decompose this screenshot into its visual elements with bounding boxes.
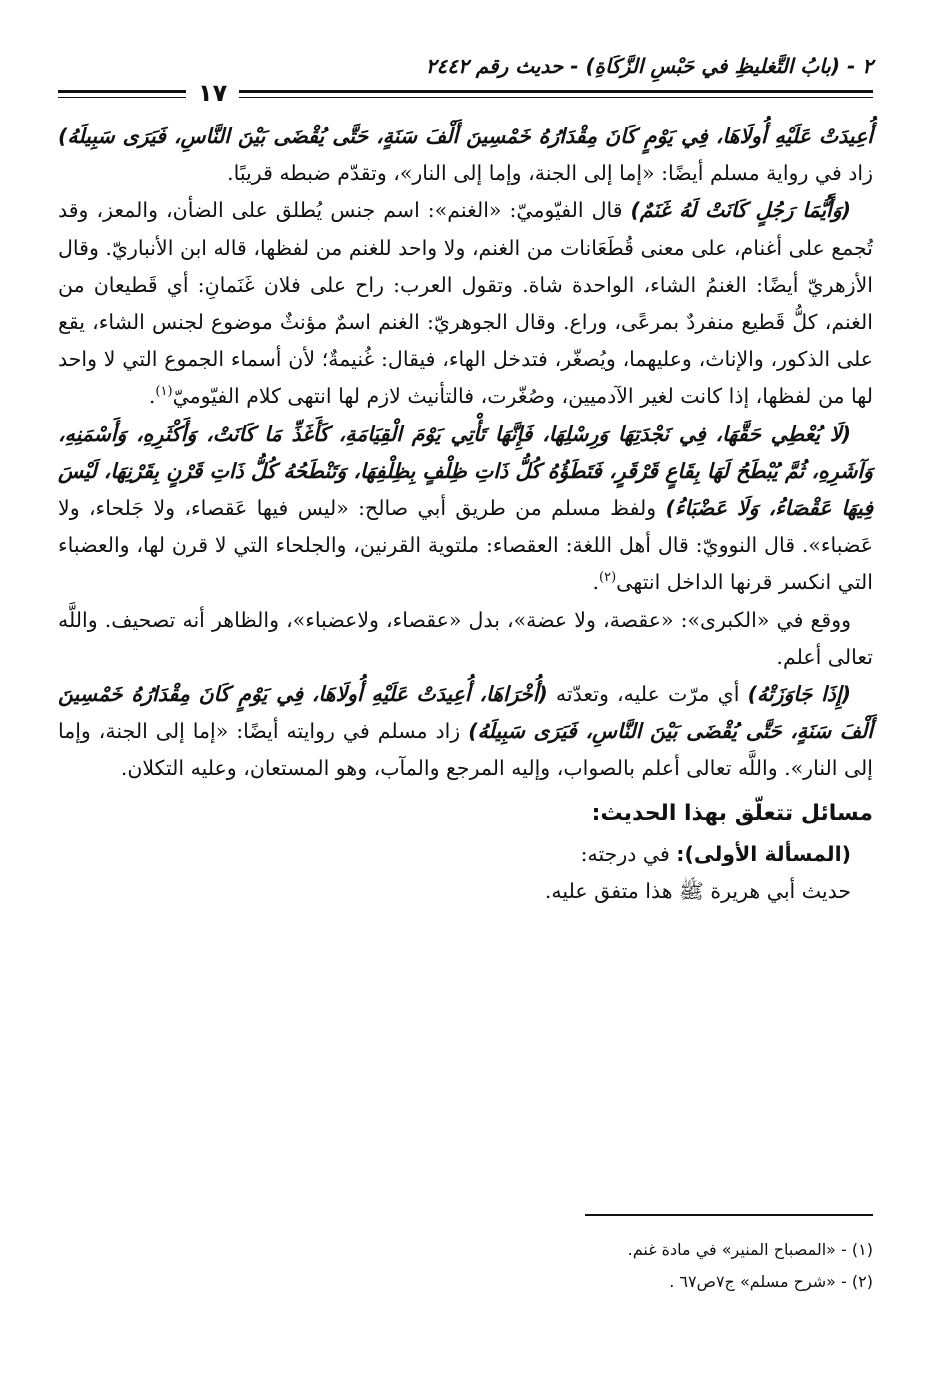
footnote-ref: (٢) — [599, 570, 617, 586]
footnote-2: (٢) - «شرح مسلم» ج٧ص٦٧ . — [669, 1272, 873, 1291]
commentary-text: . — [592, 570, 600, 595]
hadith-quote: (لَا يُعْطِي حَقَّهَا، فِي نَجْدَتِهَا وَرِسْلِهَا، فَإِنَّهَا تَأْتِي يَوْمَ الْقِيَامَةِ، كَأَغَذِّ مَا كَانَتْ، وَأَكْثَرِهِ، وَأَسْمَنِهِ، وَآشَرِهِ، ثُمَّ يُبْطَحُ لَهَا بِقَاعٍ قَرْقَرٍ، فَتَطَؤُهُ كُلُّ ذَاتِ ظِلْفٍ بِظِلْفِهَا، وَتَنْطَحُهُ كُلُّ ذَاتِ قَرْنٍ بِقَرْنِهَا، لَيْسَ فِيهَا عَقْصَاءُ، وَلَا عَضْبَاءُ) — [58, 421, 874, 521]
section-heading: مسائل تتعلّق بهذا الحديث: — [591, 800, 873, 826]
commentary-text: . — [148, 384, 156, 409]
header-rule-thick — [58, 90, 873, 93]
paragraph-2 — [58, 192, 873, 415]
header-title: ٢ - (بابُ التَّغليظِ في حَبْسِ الزَّكَاةِ) - حديث رقم ٢٤٤٢ — [425, 54, 873, 78]
commentary-text: أي مرّت عليه، وتعدّته — [547, 682, 748, 707]
commentary-text: ولفظ مسلم من طريق أبي صالح: «ليس فيها عَقصاء، ولا جَلحاء، ولا عَضباء». قال النوويّ: قال أهل اللغة: العقصاء: ملتوية القرنين، والجلحاء التي لا قرن لها، والعضباء التي انكسر قرنها الداخل انتهى — [58, 496, 873, 595]
issue-text: حديث أبي هريرة ﷺ هذا متفق عليه. — [544, 878, 851, 903]
commentary-text: ووقع في «الكبرى»: «عقصة، ولا عضة»، بدل «عقصاء، ولاعضباء»، والظاهر أنه تصحيف. واللَّه تعالى أعلم. — [58, 607, 873, 669]
hadith-quote: (وَأَيُّمَا رَجُلٍ كَانَتْ لَهُ غَنَمٌ) — [630, 198, 851, 223]
issue-label: (المسألة الأولى): — [676, 841, 851, 866]
paragraph-5 — [58, 676, 873, 788]
issue-title: في درجته: — [580, 841, 677, 866]
running-header — [58, 44, 873, 106]
page-number: ١٧ — [186, 78, 239, 108]
commentary-text: قال الفيّوميّ: «الغنم»: اسم جنس يُطلق على الضأن، والمعز، وقد تُجمع على أغنام، على معنى قُطَعَانات من الغنم، ولا واحد للغنم من لفظها، قاله ابن الأنباريّ. وقال الأزهريّ أيضًا: الغنمُ الشاء، الواحدة شاة. وتقول العرب: راح على فلان غَنَمانِ: أي قَطيعان من الغنم، كلُّ قَطيع منفردٌ بمرعًى، وراع. وقال الجوهريّ: الغنم اسمٌ مؤنثٌ موضوع لجنس الشاء، يقع على الذكور، والإناث، وعليهما، ويُصغّر، فتدخل الهاء، فيقال: غُنيمةٌ؛ لأن أسماء الجموع التي لا واحد لها من لفظها، إذا كانت لغير الآدميين، وصُغّرت، فالتأنيث لازم لها انتهى كلام الفيّوميّ — [58, 198, 873, 409]
hadith-quote: (إِذَا جَاوَزَتْهُ) — [747, 682, 851, 707]
footnote-separator — [585, 1214, 873, 1216]
paragraph-3 — [58, 416, 873, 602]
commentary-text: زاد في رواية مسلم أيضًا: «إما إلى الجنة، وإما إلى النار»، وتقدّم ضبطه قريبًا. — [227, 161, 873, 186]
footnote-ref: (١) — [155, 384, 173, 400]
body-text — [58, 118, 873, 910]
footnotes — [58, 1234, 873, 1298]
hadith-quote: (أُخْرَاهَا، أُعِيدَتْ عَلَيْهِ أُولَاهَا، فِي يَوْمٍ كَانَ مِقْدَارُهُ خَمْسِينَ أَلْفَ سَنَةٍ، حَتَّى يُقْضَى بَيْنَ النَّاسِ، فَيَرَى سَبِيلَهُ) — [58, 682, 873, 744]
paragraph-4 — [58, 602, 873, 676]
header-rule-thin — [58, 97, 873, 98]
page — [58, 44, 873, 1376]
hadith-quote: أُعِيدَتْ عَلَيْهِ أُولَاهَا، فِي يَوْمٍ كَانَ مِقْدَارُهُ خَمْسِينَ أَلْفَ سَنَةٍ، حَتَّى يُقْضَى بَيْنَ النَّاسِ، فَيَرَى سَبِيلَهُ) — [58, 124, 873, 148]
paragraph-1 — [58, 118, 873, 192]
footnote-1: (١) - «المصباح المنير» في مادة غنم. — [627, 1240, 873, 1259]
commentary-text: زاد مسلم في روايته أيضًا: «إما إلى الجنة، وإما إلى النار». واللَّه تعالى أعلم بالصواب، وإليه المرجع والمآب، وهو المستعان، وعليه التكلان. — [58, 719, 873, 781]
issue-heading — [58, 836, 873, 873]
